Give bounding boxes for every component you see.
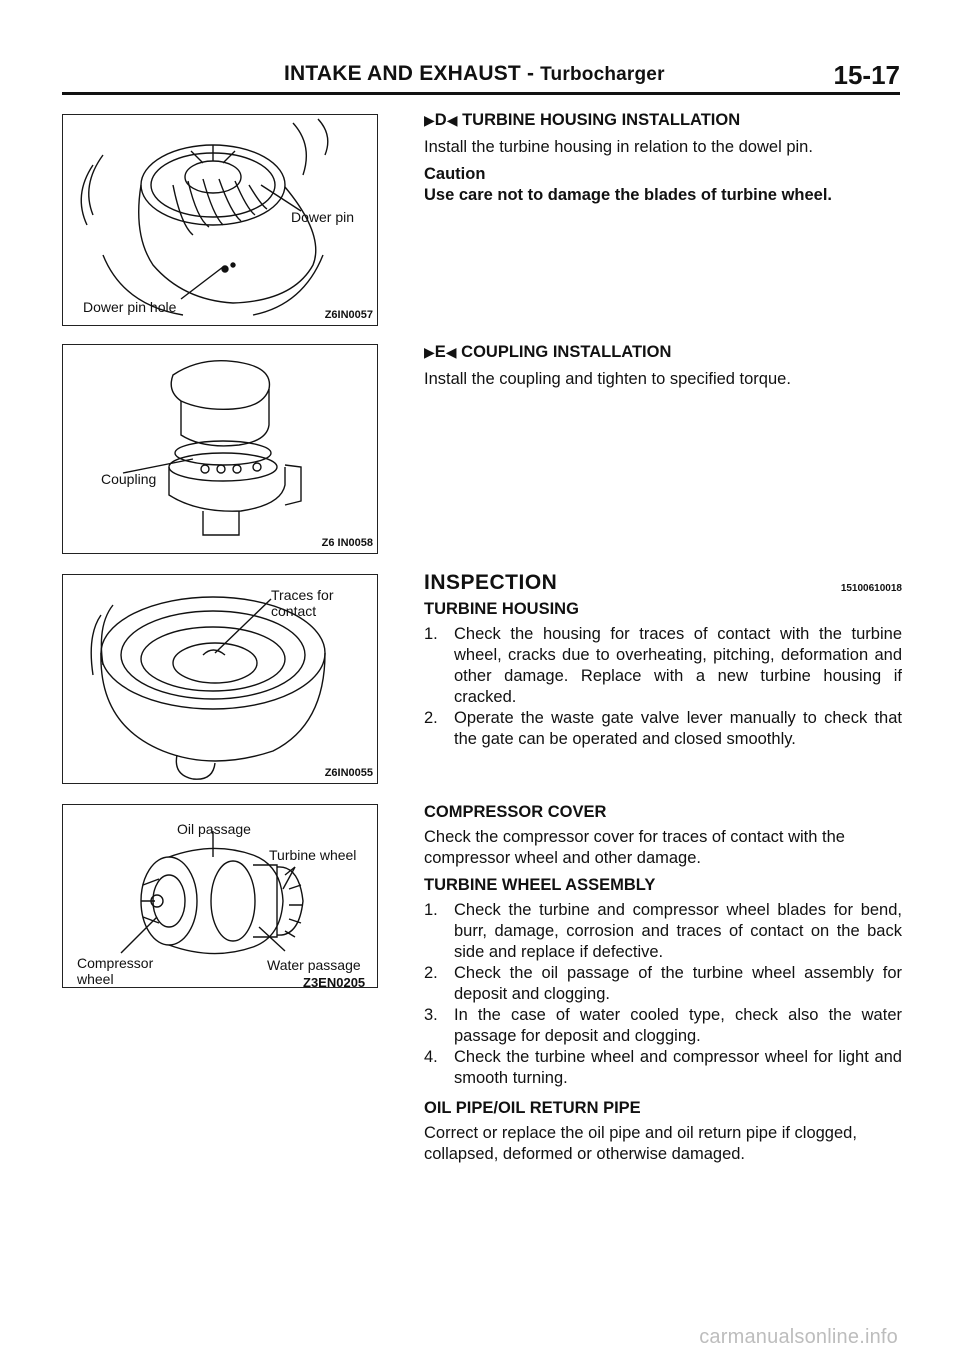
label-oil-passage: Oil passage [177, 821, 251, 837]
header-title [284, 62, 665, 86]
subheading-oil-pipe: OIL PIPE/OIL RETURN PIPE [424, 1099, 641, 1117]
section-marker: D [434, 111, 447, 129]
label-traces-line2: contact [271, 603, 317, 619]
section-heading [424, 342, 902, 363]
list-item [424, 1047, 902, 1089]
coupling-illustration [63, 345, 377, 553]
caution-label: Caution [424, 165, 486, 183]
header-subsection: Turbocharger [540, 64, 665, 85]
figure-code: Z6IN0055 [324, 767, 373, 779]
section-turbine-housing-installation [424, 110, 902, 206]
section-compressor-cover [424, 802, 902, 1089]
figure-code: Z6IN0057 [324, 309, 373, 321]
figure-coupling [62, 344, 378, 554]
left-triangle-icon: ◀ [445, 344, 457, 360]
label-dower-pin: Dower pin [291, 209, 355, 225]
label-turbine-wheel: Turbine wheel [269, 847, 357, 863]
figure-turbine-wheel-assembly [62, 804, 378, 988]
turbine-housing-steps [424, 624, 902, 750]
item-text: In the case of water cooled type, check also the water passage for deposit and clogging. [454, 1006, 902, 1045]
header-dash: - [526, 62, 535, 85]
turbine-wheel-steps [424, 900, 902, 1089]
item-number: 1. [424, 901, 438, 919]
label-coupling: Coupling [101, 471, 157, 487]
item-number: 2. [424, 964, 438, 982]
section-marker: E [434, 343, 446, 361]
figure-dowel-pin [62, 114, 378, 326]
label-traces-line1: Traces for [271, 587, 334, 603]
page-number: 15-17 [833, 60, 900, 90]
paragraph: Install the coupling and tighten to specified torque. [424, 370, 791, 388]
figure-code: Z6 IN0058 [321, 537, 373, 549]
paragraph: Check the compressor cover for traces of contact with the compressor wheel and other damage. [424, 828, 845, 867]
header-rule [62, 92, 900, 95]
label-compressor-line1: Compressor [77, 955, 154, 971]
section-title: TURBINE HOUSING INSTALLATION [462, 111, 741, 129]
label-traces-for-contact [271, 587, 334, 619]
label-dower-pin-hole: Dower pin hole [83, 299, 177, 315]
subheading-turbine-wheel-assembly: TURBINE WHEEL ASSEMBLY [424, 876, 656, 894]
item-text: Operate the waste gate valve lever manually to check that the gate can be operated and closed smoothly. [454, 709, 902, 748]
right-triangle-icon: ▶ [424, 112, 435, 128]
list-item [424, 708, 902, 750]
label-water-passage: Water passage [267, 957, 361, 973]
list-item [424, 900, 902, 963]
paragraph: Correct or replace the oil pipe and oil return pipe if clogged, collapsed, deformed or otherwise damaged. [424, 1124, 857, 1163]
figure-traces-contact [62, 574, 378, 784]
section-heading [424, 110, 902, 131]
list-item [424, 963, 902, 1005]
item-number: 3. [424, 1006, 438, 1024]
section-coupling-installation [424, 342, 902, 390]
caution-text: Use care not to damage the blades of turbine wheel. [424, 186, 833, 204]
list-item [424, 1005, 902, 1047]
item-text: Check the housing for traces of contact with the turbine wheel, cracks due to overheating, pitching, deformation and other damage. Replace with a new turbine housing if cracked. [454, 625, 902, 706]
item-number: 1. [424, 625, 438, 643]
list-item [424, 624, 902, 708]
item-text: Check the turbine wheel and compressor wheel for light and smooth turning. [454, 1048, 902, 1087]
item-number: 2. [424, 709, 438, 727]
inspection-title-row [424, 572, 902, 595]
left-triangle-icon: ◀ [446, 112, 458, 128]
inspection-code: 15100610018 [840, 583, 902, 594]
inspection-title: INSPECTION [424, 571, 558, 594]
header-section: INTAKE AND EXHAUST [284, 62, 521, 85]
item-number: 4. [424, 1048, 438, 1066]
section-oil-pipe [424, 1098, 902, 1165]
paragraph: Install the turbine housing in relation to the dowel pin. [424, 138, 813, 156]
subheading-compressor-cover: COMPRESSOR COVER [424, 803, 607, 821]
section-inspection [424, 572, 902, 750]
item-text: Check the turbine and compressor wheel blades for bend, burr, damage, corrosion and traces of contact on the back side and replace if defective. [454, 901, 902, 961]
section-title: COUPLING INSTALLATION [461, 343, 672, 361]
watermark: carmanualsonline.info [699, 1326, 898, 1348]
subheading-turbine-housing: TURBINE HOUSING [424, 600, 579, 618]
item-text: Check the oil passage of the turbine wheel assembly for deposit and clogging. [454, 964, 902, 1003]
right-triangle-icon: ▶ [424, 344, 435, 360]
figure-code: Z3EN0205 [303, 975, 366, 988]
page-header [62, 60, 900, 94]
label-compressor-line2: wheel [77, 971, 114, 987]
label-compressor-wheel [77, 955, 153, 987]
